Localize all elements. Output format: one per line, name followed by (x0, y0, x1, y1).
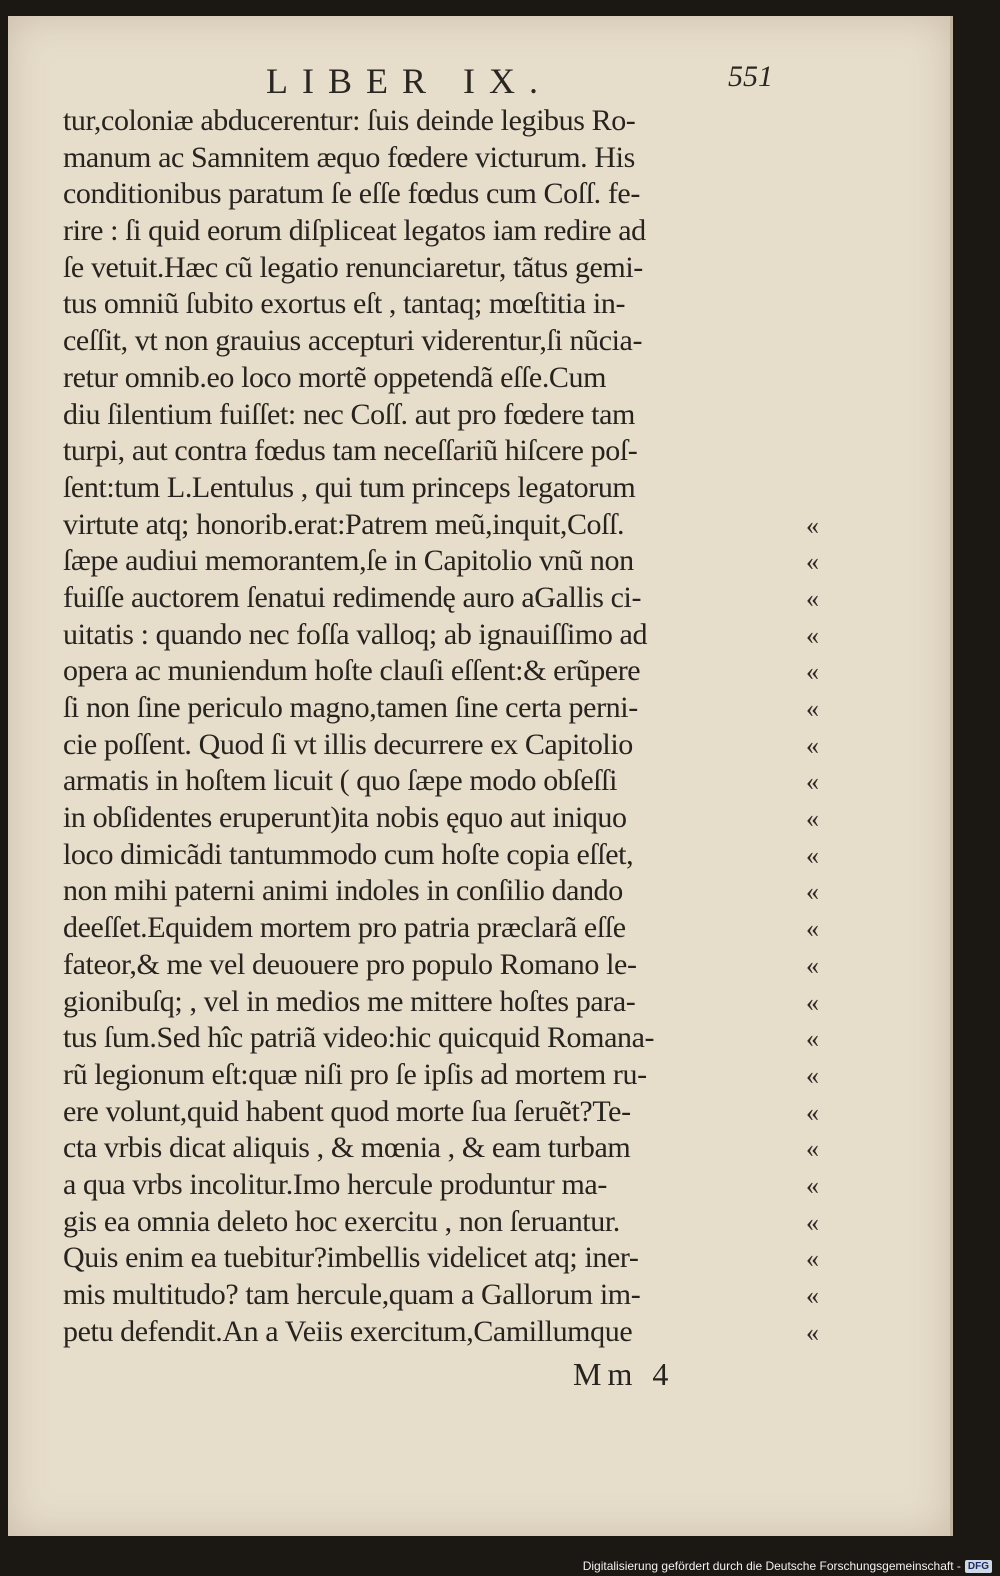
text-line (63, 911, 843, 948)
marginal-quote-mark: « (806, 1207, 819, 1237)
signature-mark: Mm 4 (573, 1356, 675, 1392)
line-text: ere volunt,quid habent quod morte ſua ſeruẽt?Te- (63, 1094, 631, 1128)
line-text: tus omniũ ſubito exortus eſt , tantaq; mœſtitia in- (63, 287, 626, 321)
text-line (63, 1278, 843, 1315)
text-line (63, 1205, 843, 1242)
text-line (63, 581, 843, 618)
line-text: manum ac Samnitem æquo fœdere victurum. His (63, 140, 635, 174)
dfg-logo: DFG (965, 1560, 992, 1573)
line-text: tus ſum.Sed hîc patriã video:hic quicquid Romana- (63, 1021, 655, 1055)
marginal-quote-mark: « (806, 950, 819, 980)
line-text: Quis enim ea tuebitur?imbellis videlicet atq; iner- (63, 1241, 639, 1275)
page-number: 551 (728, 60, 773, 93)
marginal-quote-mark: « (806, 840, 819, 870)
text-line (63, 251, 843, 288)
marginal-quote-mark: « (806, 620, 819, 650)
text-line (63, 764, 843, 801)
line-text: retur omnib.eo loco mortẽ oppetendã eſſe.Cum (63, 360, 607, 394)
text-line (63, 214, 843, 251)
line-text: gionibuſq; , vel in medios me mittere hoſtes para- (63, 984, 636, 1018)
marginal-quote-mark: « (806, 987, 819, 1017)
line-text: uitatis : quando nec foſſa valloq; ab ignauiſſimo ad (63, 617, 648, 651)
line-text: ceſſit, vt non grauius accepturi viderentur,ſi nũcia- (63, 324, 643, 358)
marginal-quote-mark: « (806, 914, 819, 944)
marginal-quote-mark: « (806, 1170, 819, 1200)
text-line (63, 508, 843, 545)
text-line (63, 398, 843, 435)
line-text: cie poſſent. Quod ſi vt illis decurrere ex Capitolio (63, 727, 633, 761)
line-text: mis multitudo? tam hercule,quam a Gallorum im- (63, 1278, 641, 1311)
line-text: gis ea omnia deleto hoc exercitu , non ſeruantur. (63, 1204, 620, 1238)
book-page (8, 16, 953, 1536)
line-text: cta vrbis dicat aliquis , & mœnia , & eam turbam (63, 1131, 631, 1165)
line-text: opera ac muniendum hoſte clauſi eſſent:& erũpere (63, 654, 641, 688)
text-line (63, 104, 843, 141)
line-text: turpi, aut contra fœdus tam neceſſariũ hiſcere poſ- (63, 434, 638, 468)
line-text: armatis in hoſtem licuit ( quo ſæpe modo obſeſſi (63, 764, 618, 798)
text-line (63, 324, 843, 361)
line-text: conditionibus paratum ſe eſſe fœdus cum Coſſ. fe- (63, 177, 640, 211)
line-text: rire : ſi quid eorum diſpliceat legatos iam redire ad (63, 214, 646, 248)
line-text: tur,coloniæ abducerentur: ſuis deinde legibus Ro- (63, 104, 636, 137)
text-line (63, 177, 843, 214)
text-line (63, 985, 843, 1022)
text-line (63, 471, 843, 508)
line-text: fateor,& me vel deuouere pro populo Romano le- (63, 947, 637, 981)
marginal-quote-mark: « (806, 1024, 819, 1054)
line-text: petu defendit.An a Veiis exercitum,Camillumque (63, 1314, 633, 1348)
text-line (63, 1095, 843, 1132)
line-text: in obſidentes eruperunt)ita nobis ęquo aut iniquo (63, 801, 627, 835)
marginal-quote-mark: « (806, 1134, 819, 1164)
line-text: ſæpe audiui memorantem,ſe in Capitolio vnũ non (63, 544, 634, 578)
text-line (63, 838, 843, 875)
line-text: diu ſilentium fuiſſet: nec Coſſ. aut pro fœdere tam (63, 397, 635, 431)
text-line (63, 728, 843, 765)
line-text: fuiſſe auctorem ſenatui redimendę auro aGallis ci- (63, 580, 642, 614)
text-line (63, 544, 843, 581)
line-text: virtute atq; honorib.erat:Patrem meũ,inquit,Coſſ. (63, 507, 625, 541)
text-line (63, 434, 843, 471)
line-text: rũ legionum eſt:quæ niſi pro ſe ipſis ad mortem ru- (63, 1057, 647, 1091)
line-text: ſi non ſine periculo magno,tamen ſine certa perni- (63, 691, 638, 724)
marginal-quote-mark: « (806, 1244, 819, 1274)
text-line (63, 361, 843, 398)
text-line (63, 1058, 843, 1095)
text-line (63, 874, 843, 911)
line-text: deeſſet.Equidem mortem pro patria præclarã eſſe (63, 911, 626, 945)
text-line (63, 1315, 843, 1352)
text-line (63, 691, 843, 728)
text-line (63, 801, 843, 838)
line-text: ſent:tum L.Lentulus , qui tum princeps legatorum (63, 470, 636, 504)
text-line (63, 654, 843, 691)
text-line (63, 948, 843, 985)
credit-text: Digitalisierung gefördert durch die Deutsche Forschungsgemeinschaft - (582, 1559, 961, 1573)
text-line (63, 287, 843, 324)
marginal-quote-mark: « (806, 767, 819, 797)
marginal-quote-mark: « (806, 877, 819, 907)
text-line (63, 141, 843, 178)
marginal-quote-mark: « (806, 694, 819, 723)
digitization-credit (583, 1559, 992, 1573)
marginal-quote-mark: « (806, 1281, 819, 1310)
marginal-quote-mark: « (806, 730, 819, 760)
marginal-quote-mark: « (806, 657, 819, 687)
running-head: LIBER IX. (266, 61, 552, 101)
text-line (63, 1168, 843, 1205)
marginal-quote-mark: « (806, 1317, 819, 1347)
text-line (63, 1131, 843, 1168)
marginal-quote-mark: « (806, 510, 819, 540)
text-block (63, 104, 843, 1351)
text-line (63, 618, 843, 655)
marginal-quote-mark: « (806, 1060, 819, 1090)
line-text: loco dimicãdi tantummodo cum hoſte copia eſſet, (63, 837, 634, 871)
marginal-quote-mark: « (806, 547, 819, 577)
text-line (63, 1021, 843, 1058)
line-text: non mihi paterni animi indoles in conſilio dando (63, 874, 623, 908)
marginal-quote-mark: « (806, 583, 819, 613)
marginal-quote-mark: « (806, 804, 819, 834)
page-header (8, 60, 950, 108)
line-text: ſe vetuit.Hæc cũ legatio renunciaretur, tãtus gemi- (63, 250, 643, 284)
text-line (63, 1241, 843, 1278)
marginal-quote-mark: « (806, 1097, 819, 1127)
line-text: a qua vrbs incolitur.Imo hercule produntur ma- (63, 1167, 607, 1201)
